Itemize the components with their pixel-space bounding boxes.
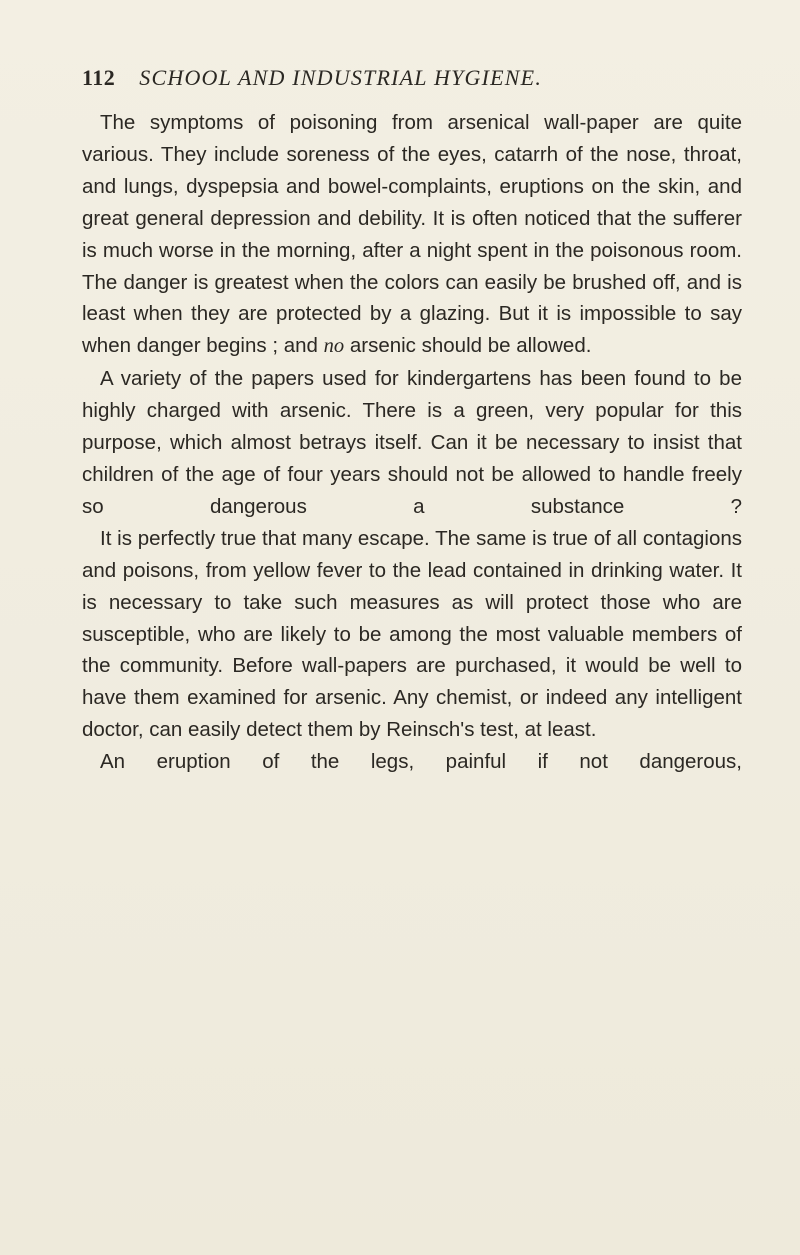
paragraph-contagions: It is perfectly true that many escape. The same is true of all contagions and poisons, from yellow fever to the lead contained in drinking water. It is necessary to take such measures as will protect those who are susceptible, who are likely to be among the most valuable members of the community. Before wall-papers are purchased, it would be well to have them examined for arsenic. Any chemist, or indeed any intelligent doctor, can easily detect them by Reinsch's test, at least. xyxy=(82,526,742,742)
paragraph-text: arsenic should be allowed. xyxy=(344,334,592,358)
paragraph-symptoms xyxy=(82,107,742,363)
paragraph-text: The symptoms of poisoning from arsenical wall-paper are quite various. They include soreness of the eyes, catarrh of the nose, throat, and lungs, dyspepsia and bowel-complaints, eruptions on the skin, and great general depression and debility. It is often noticed that the sufferer is much worse in the morning, after a night spent in the poisonous room. The danger is greatest when the colors can easily be brushed off, and is least when they are protected by a glazing. But it is impossible to say when danger begins ; and xyxy=(82,111,742,358)
book-title: SCHOOL AND INDUSTRIAL HYGIENE. xyxy=(139,65,543,90)
emphasized-word: no xyxy=(323,335,345,358)
paragraph-eruption: An eruption of the legs, painful if not dangerous, xyxy=(100,750,742,774)
paragraph-kindergartens: A variety of the papers used for kindergartens has been found to be highly charged with arsenic. There is a green, very popular for this purpose, which almost betrays itself. Can it be necessary to insist that children of the age of four years should not be allowed to handle freely so dangerous a substance ? xyxy=(82,367,742,518)
running-head xyxy=(82,64,722,92)
page-number: 112 xyxy=(82,65,116,90)
body-text xyxy=(82,107,742,778)
